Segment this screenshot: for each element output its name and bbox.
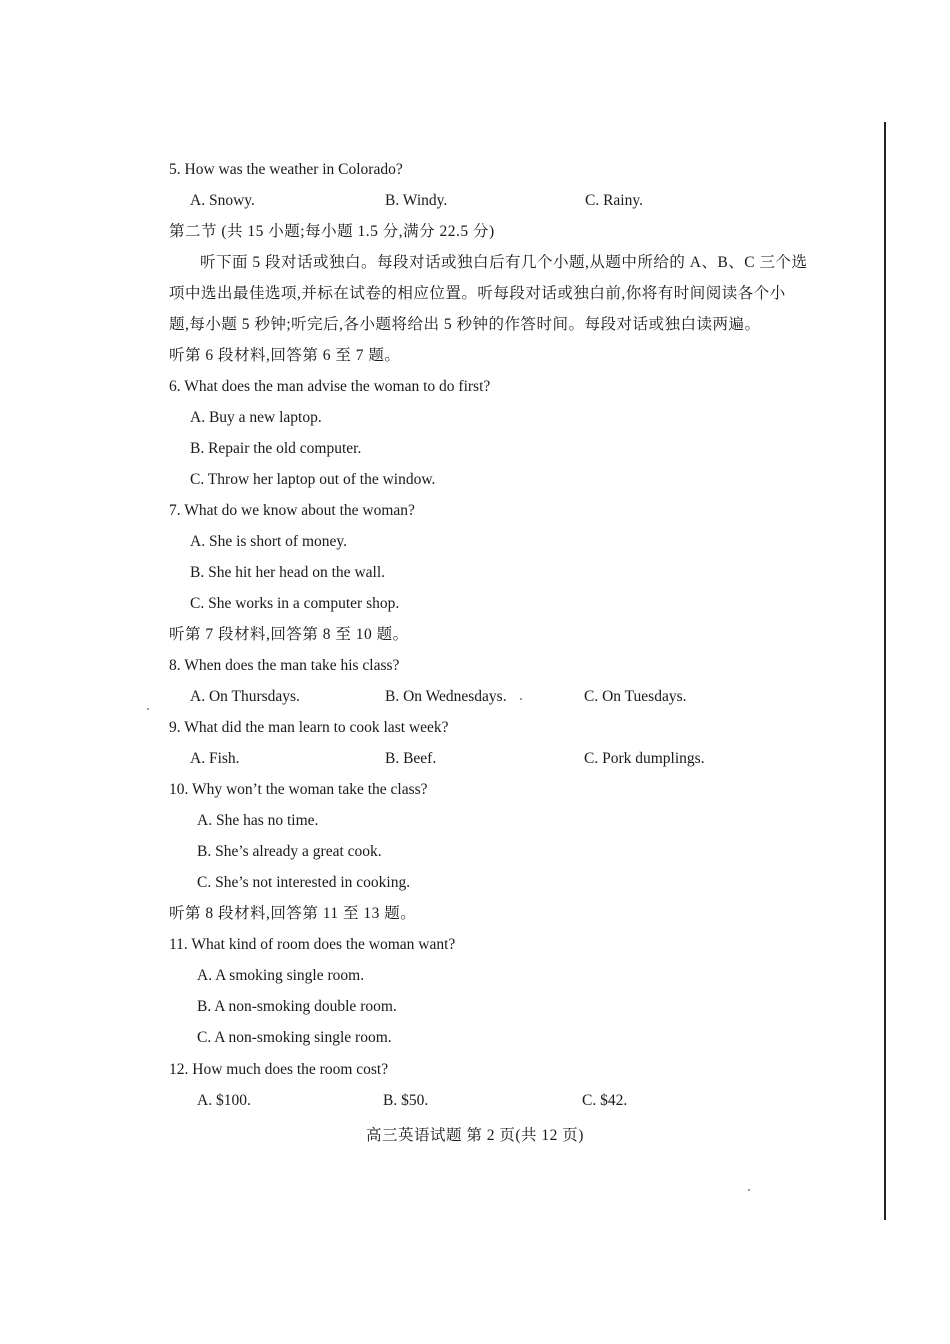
question-9-option-b: B. Beef. bbox=[385, 750, 437, 767]
scan-speck bbox=[748, 1189, 750, 1191]
question-7-option-c: C. She works in a computer shop. bbox=[190, 595, 400, 612]
question-5-option-c: C. Rainy. bbox=[585, 192, 643, 209]
question-11-option-b: B. A non-smoking double room. bbox=[197, 998, 397, 1015]
question-5-stem: 5. How was the weather in Colorado? bbox=[169, 161, 403, 178]
question-10-option-c: C. She’s not interested in cooking. bbox=[197, 874, 411, 891]
question-10-option-a: A. She has no time. bbox=[197, 812, 319, 829]
scan-speck bbox=[147, 708, 149, 710]
section-2-instructions-line-1: 听下面 5 段对话或独白。每段对话或独白后有几个小题,从题中所给的 A、B、C 三个选 bbox=[200, 254, 808, 271]
question-10-option-b: B. She’s already a great cook. bbox=[197, 843, 382, 860]
section-2-instructions-line-3: 题,每小题 5 秒钟;听完后,各小题将给出 5 秒钟的作答时间。每段对话或独白读两遍。 bbox=[169, 316, 761, 333]
page-footer: 高三英语试题 第 2 页(共 12 页) bbox=[366, 1127, 584, 1144]
question-9-option-c: C. Pork dumplings. bbox=[584, 750, 705, 767]
question-6-option-c: C. Throw her laptop out of the window. bbox=[190, 471, 436, 488]
question-12-option-b: B. $50. bbox=[383, 1092, 429, 1109]
group-8-intro: 听第 8 段材料,回答第 11 至 13 题。 bbox=[169, 905, 417, 922]
question-6-option-b: B. Repair the old computer. bbox=[190, 440, 362, 457]
question-9-option-a: A. Fish. bbox=[190, 750, 240, 767]
question-7-stem: 7. What do we know about the woman? bbox=[169, 502, 415, 519]
question-8-option-a: A. On Thursdays. bbox=[190, 688, 300, 705]
question-12-option-a: A. $100. bbox=[197, 1092, 251, 1109]
question-12-option-c: C. $42. bbox=[582, 1092, 628, 1109]
question-7-option-b: B. She hit her head on the wall. bbox=[190, 564, 385, 581]
question-8-stem: 8. When does the man take his class? bbox=[169, 657, 400, 674]
question-11-option-a: A. A smoking single room. bbox=[197, 967, 365, 984]
question-6-stem: 6. What does the man advise the woman to do first? bbox=[169, 378, 491, 395]
question-9-stem: 9. What did the man learn to cook last week? bbox=[169, 719, 449, 736]
question-11-stem: 11. What kind of room does the woman want? bbox=[169, 936, 456, 953]
group-7-intro: 听第 7 段材料,回答第 8 至 10 题。 bbox=[169, 626, 409, 643]
question-11-option-c: C. A non-smoking single room. bbox=[197, 1029, 392, 1046]
question-8-option-c: C. On Tuesdays. bbox=[584, 688, 687, 705]
question-12-stem: 12. How much does the room cost? bbox=[169, 1061, 389, 1078]
question-5-option-a: A. Snowy. bbox=[190, 192, 255, 209]
question-5-option-b: B. Windy. bbox=[385, 192, 448, 209]
scan-speck bbox=[520, 698, 522, 700]
question-7-option-a: A. She is short of money. bbox=[190, 533, 347, 550]
question-10-stem: 10. Why won’t the woman take the class? bbox=[169, 781, 428, 798]
group-6-intro: 听第 6 段材料,回答第 6 至 7 题。 bbox=[169, 347, 401, 364]
margin-rule bbox=[884, 122, 886, 1220]
section-2-instructions-line-2: 项中选出最佳选项,并标在试卷的相应位置。听每段对话或独白前,你将有时间阅读各个小 bbox=[169, 285, 786, 302]
question-8-option-b: B. On Wednesdays. bbox=[385, 688, 507, 705]
question-6-option-a: A. Buy a new laptop. bbox=[190, 409, 322, 426]
section-2-heading: 第二节 (共 15 小题;每小题 1.5 分,满分 22.5 分) bbox=[169, 223, 495, 240]
